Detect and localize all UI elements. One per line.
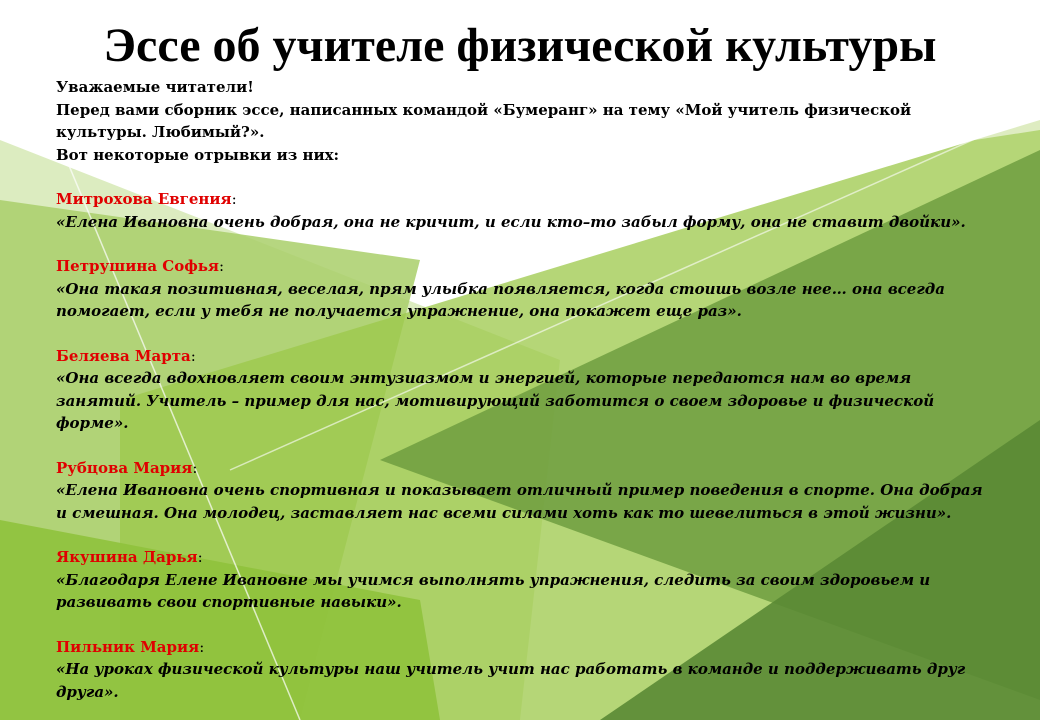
- essay-author-line: Петрушина Софья:: [56, 257, 225, 275]
- essay-item: [56, 188, 996, 233]
- essay-item: [56, 345, 996, 435]
- essay-quote: «Благодаря Елене Ивановне мы учимся выполнять упражнения, следить за своим здоровьем и развивать свои спортивные навыки».: [56, 570, 931, 611]
- essay-item: [56, 546, 996, 614]
- essay-content: [56, 76, 996, 703]
- essay-item: [56, 636, 996, 704]
- intro-greeting: Уважаемые читатели!: [56, 78, 254, 96]
- essay-item: [56, 255, 996, 323]
- essay-author: Якушина Дарья: [56, 548, 198, 566]
- essay-item: [56, 457, 996, 525]
- essay-author: Митрохова Евгения: [56, 190, 232, 208]
- essay-quote: «Елена Ивановна очень спортивная и показывает отличный пример поведения в спорте. Она добрая и смешная. Она молодец, заставляет нас всеми силами хоть как то шевелиться в этой жизни».: [56, 481, 983, 522]
- essay-author: Пильник Мария: [56, 637, 200, 656]
- essay-author-line: Рубцова Мария:: [56, 458, 198, 477]
- essay-author-line: Пильник Мария:: [56, 637, 205, 656]
- page-title: Эссе об учителе физической культуры: [103, 19, 937, 72]
- essay-author: Петрушина Софья: [56, 257, 219, 275]
- essay-quote: «Она такая позитивная, веселая, прям улыбка появляется, когда стоишь возле нее… она всегда помогает, если у тебя не получается упражнение, она покажет еще раз».: [56, 279, 945, 320]
- essay-author-line: Беляева Марта:: [56, 346, 196, 365]
- essay-author: Рубцова Мария: [56, 458, 193, 477]
- intro: [56, 76, 996, 166]
- essay-author-line: Якушина Дарья:: [56, 548, 203, 566]
- essay-author-line: Митрохова Евгения:: [56, 190, 237, 208]
- essay-quote: «Она всегда вдохновляет своим энтузиазмом и энергией, которые передаются нам во время занятий. Учитель – пример для нас, мотивирующий заботится о своем здоровье и физической форме».: [56, 369, 935, 432]
- intro-description: Перед вами сборник эссе, написанных командой «Бумеранг» на тему «Мой учитель физической культуры. Любимый?».: [56, 100, 912, 141]
- intro-lead: Вот некоторые отрывки из них:: [56, 145, 340, 164]
- essay-author: Беляева Марта: [56, 346, 191, 365]
- essay-quote: «На уроках физической культуры наш учитель учит нас работать в команде и поддерживать друг друга».: [56, 660, 966, 701]
- essay-quote: «Елена Ивановна очень добрая, она не кричит, и если кто–то забыл форму, она не ставит двойки».: [56, 212, 966, 231]
